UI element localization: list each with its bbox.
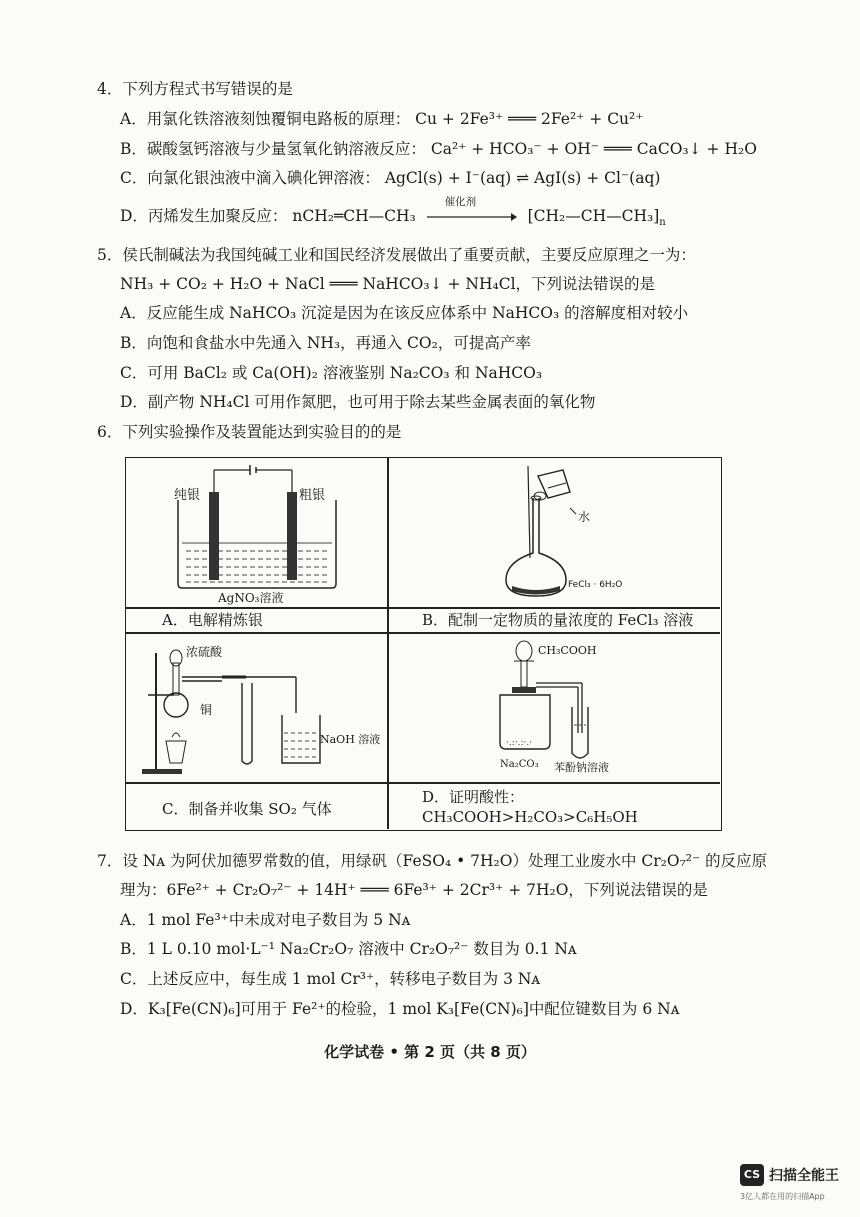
- so2-apparatus-icon: [126, 633, 387, 782]
- q5-option-b[interactable]: B．向饱和食盐水中先通入 NH₃，再通入 CO₂，可提高产率: [120, 334, 531, 352]
- q7-option-c[interactable]: C．上述反应中，每生成 1 mol Cr³⁺，转移电子数目为 3 Nᴀ: [120, 970, 541, 988]
- q6-apparatus-table: [125, 457, 722, 831]
- q4-option-c[interactable]: [120, 167, 660, 189]
- q4-option-d-n: n: [659, 217, 666, 229]
- q6-option-d[interactable]: D．证明酸性：: [422, 788, 525, 806]
- scanner-tagline: 3亿人都在用的扫描App: [740, 1192, 825, 1201]
- q7-stem-equation: 理为：6Fe²⁺ + Cr₂O₇²⁻ + 14H⁺ ═══ 6Fe³⁺ + 2Cr³⁺ + 7H₂O，下列说法错误的是: [120, 881, 708, 899]
- q7-stem: 7．设 Nᴀ 为阿伏加德罗常数的值，用绿矾（FeSO₄ • 7H₂O）处理工业废水中 Cr₂O₇²⁻ 的反应原: [97, 852, 768, 870]
- q4-option-b-label: B．碳酸氢钙溶液与少量氢氧化钠溶液反应：: [120, 140, 426, 158]
- q6-d-carbonate-label: Na₂CO₃: [500, 759, 539, 770]
- q4-option-b-equation: Ca²⁺ + HCO₃⁻ + OH⁻ ═══ CaCO₃↓ + H₂O: [430, 140, 757, 158]
- q6-c-naoh-label: NaOH 溶液: [320, 733, 381, 746]
- q7-option-d[interactable]: D．K₃[Fe(CN)₆]可用于 Fe²⁺的检验，1 mol K₃[Fe(CN)₆]中配位键数目为 6 Nᴀ: [120, 1000, 680, 1018]
- q7-option-b[interactable]: B．1 L 0.10 mol·L⁻¹ Na₂Cr₂O₇ 溶液中 Cr₂O₇²⁻ 数目为 0.1 Nᴀ: [120, 940, 577, 958]
- electrolysis-cell-icon: [126, 458, 387, 607]
- q4-option-a-equation: Cu + 2Fe³⁺ ═══ 2Fe²⁺ + Cu²⁺: [415, 110, 644, 128]
- q6-stem: 6．下列实验操作及装置能达到实验目的的是: [97, 423, 402, 441]
- q4-option-c-label: C．向氯化银浊液中滴入碘化钾溶液：: [120, 169, 380, 187]
- right-arrow-icon: [427, 212, 517, 222]
- q6-a-solution-label: AgNO₃溶液: [218, 591, 284, 605]
- q5-option-a[interactable]: A．反应能生成 NaHCO₃ 沉淀是因为在该反应体系中 NaHCO₃ 的溶解度相对较小: [120, 304, 689, 322]
- scanner-app-name: 扫描全能王: [769, 1168, 839, 1184]
- q4-option-d-product: [CH₂—CH—CH₃]: [527, 207, 660, 225]
- q4-option-d-reactant: nCH₂═CH—CH₃: [292, 207, 416, 225]
- q5-option-d[interactable]: D．副产物 NH₄Cl 可用作氮肥，也可用于除去某些金属表面的氧化物: [120, 393, 596, 411]
- camscanner-logo-icon: CS: [740, 1164, 764, 1186]
- q6-a-crude-silver-label: 粗银: [299, 488, 326, 503]
- q6-a-pure-silver-label: 纯银: [174, 488, 201, 503]
- q6-b-figure[interactable]: [388, 458, 721, 607]
- q4-option-b[interactable]: [120, 138, 757, 160]
- q4-catalyst-label: 催化剂: [444, 196, 477, 208]
- q6-option-c[interactable]: C．制备并收集 SO₂ 气体: [162, 800, 332, 818]
- q4-stem: 4．下列方程式书写错误的是: [97, 80, 293, 98]
- q4-option-a-label: A．用氯化铁溶液刻蚀覆铜电路板的原理：: [120, 110, 411, 128]
- q5-stem-equation: NH₃ + CO₂ + H₂O + NaCl ═══ NaHCO₃↓ + NH₄Cl，下列说法错误的是: [120, 275, 656, 293]
- q6-option-a[interactable]: A．电解精炼银: [162, 611, 263, 629]
- q5-option-c[interactable]: C．可用 BaCl₂ 或 Ca(OH)₂ 溶液鉴别 Na₂CO₃ 和 NaHCO₃: [120, 364, 543, 382]
- q4-catalyst-arrow: [427, 196, 517, 227]
- q4-option-d[interactable]: [120, 196, 666, 229]
- q7-option-a[interactable]: A．1 mol Fe³⁺中未成对电子数目为 5 Nᴀ: [120, 911, 411, 929]
- q6-d-acid-label: CH₃COOH: [538, 644, 597, 657]
- volumetric-flask-icon: [388, 458, 721, 607]
- q4-option-a[interactable]: [120, 108, 643, 130]
- q6-c-acid-label: 浓硫酸: [186, 645, 223, 659]
- q6-option-b[interactable]: B．配制一定物质的量浓度的 FeCl₃ 溶液: [422, 611, 694, 629]
- svg-text:·.:·.:·.·: ·.:·.:·.·: [506, 738, 533, 748]
- q6-option-d-inequality: CH₃COOH>H₂CO₃>C₆H₅OH: [422, 808, 638, 826]
- q6-b-solid-label: FeCl₃ · 6H₂O: [568, 580, 623, 590]
- q6-d-figure[interactable]: [388, 633, 721, 782]
- q6-c-figure[interactable]: [126, 633, 387, 782]
- q5-stem: 5．侯氏制碱法为我国纯碱工业和国民经济发展做出了重要贡献，主要反应原理之一为：: [97, 246, 696, 264]
- q4-option-d-label: D．丙烯发生加聚反应：: [120, 207, 288, 225]
- q6-c-copper-label: 铜: [200, 703, 213, 717]
- q6-d-phenolate-label: 苯酚钠溶液: [554, 761, 609, 774]
- q6-a-figure[interactable]: [126, 458, 387, 607]
- q4-option-c-equation: AgCl(s) + I⁻(aq) ⇌ AgI(s) + Cl⁻(aq): [384, 169, 661, 187]
- page-footer: 化学试卷 • 第 2 页（共 8 页）: [324, 1043, 536, 1061]
- q6-b-water-label: 水: [578, 510, 591, 524]
